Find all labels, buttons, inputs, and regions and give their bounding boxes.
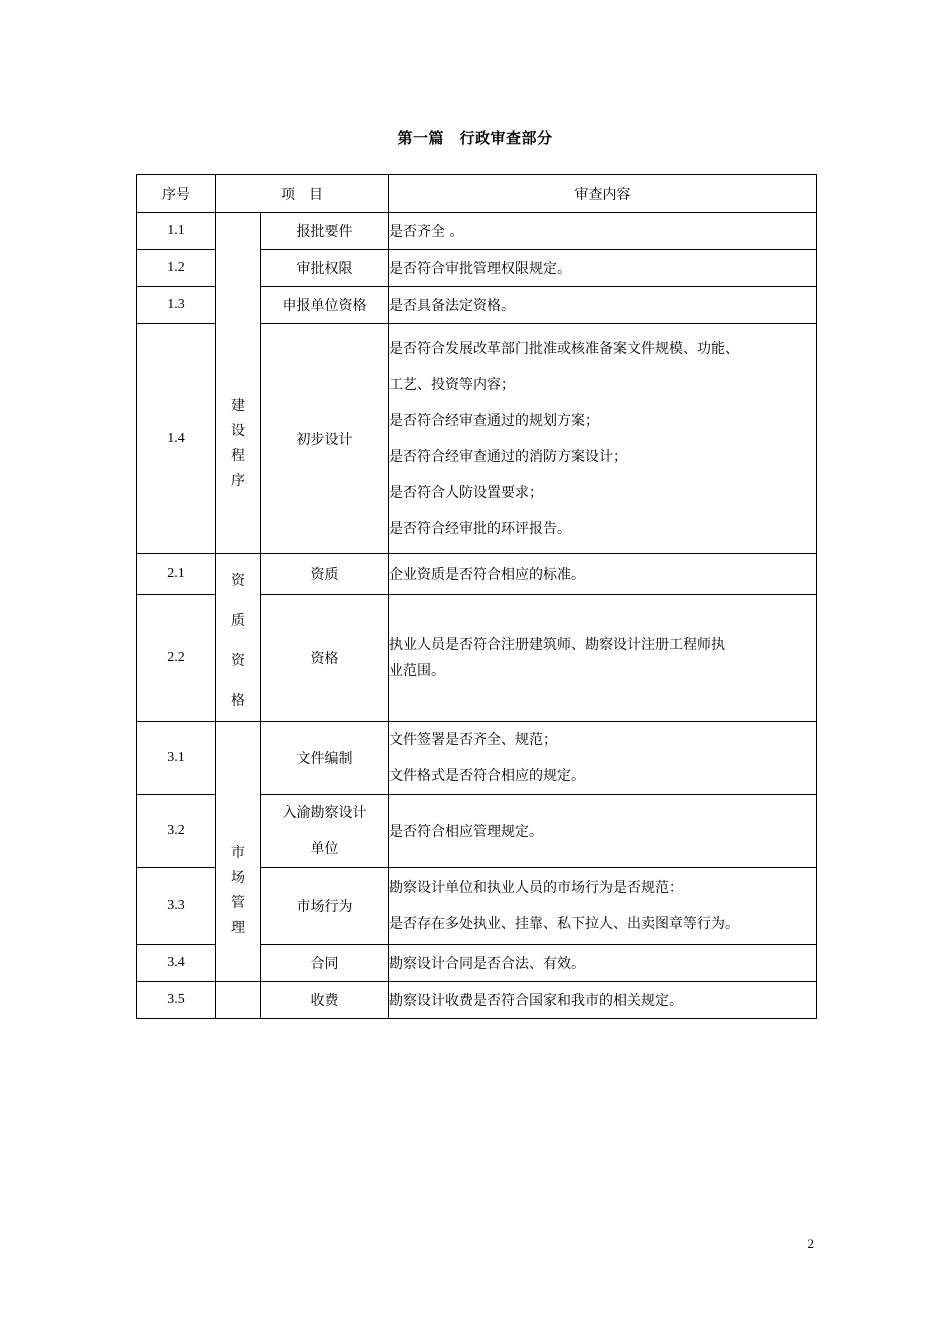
table-row [137,722,817,795]
table-row [137,213,817,250]
row-number: 1.4 [137,324,216,554]
row-content [389,945,817,982]
row-item: 初步设计 [261,324,389,554]
row-content [389,722,817,795]
category-char: 设 [231,423,245,439]
row-number: 2.2 [137,595,216,722]
category-char: 市 [231,844,245,861]
row-number: 3.5 [137,982,216,1019]
category-char: 程 [231,448,245,464]
row-number: 3.3 [137,868,216,945]
category-build [216,213,261,554]
content-line: 勘察设计合同是否合法、有效。 [389,956,585,972]
content-line: 是否符合相应管理规定。 [389,824,543,840]
content-line: 是否符合人防设置要求； [389,484,543,501]
table-row [137,982,817,1019]
empty-category-cell [216,982,261,1019]
table-header-row [137,175,817,213]
content-line: 执业人员是否符合注册建筑师、勘察设计注册工程师执 [389,637,725,654]
row-content [389,324,817,554]
category-char: 质 [231,613,245,629]
row-number: 1.2 [137,250,216,287]
content-line: 是否存在多处执业、挂靠、私下拉人、出卖图章等行为。 [389,916,739,932]
row-content [389,250,817,287]
content-line: 业范围。 [389,663,445,680]
page-number: 2 [807,1236,814,1251]
row-item: 资格 [261,595,389,722]
row-number: 3.4 [137,945,216,982]
row-item [261,795,389,868]
row-item: 报批要件 [261,213,389,250]
row-content [389,554,817,595]
content-line: 勘察设计收费是否符合国家和我市的相关规定。 [389,993,683,1009]
content-line: 是否齐全 。 [389,224,464,240]
review-table [136,174,817,1019]
row-item: 资质 [261,554,389,595]
content-line: 文件签署是否齐全、规范； [389,732,557,748]
row-number: 1.1 [137,213,216,250]
header-item: 项 目 [216,175,389,213]
row-content [389,287,817,324]
content-line: 是否符合发展改革部门批准或核准备案文件规模、功能、 [389,340,739,357]
content-line: 是否符合经审批的环评报告。 [389,520,571,537]
row-item: 市场行为 [261,868,389,945]
item-line: 入渝勘察设计 [282,805,367,821]
category-qualification [216,554,261,722]
content-line: 勘察设计单位和执业人员的市场行为是否规范： [389,880,683,896]
header-seq: 序号 [137,175,216,213]
content-line: 文件格式是否符合相应的规定。 [389,768,585,784]
item-line: 单位 [310,841,339,857]
row-number: 3.1 [137,722,216,795]
header-content: 审查内容 [389,175,817,213]
row-content [389,795,817,868]
content-line: 是否具备法定资格。 [389,298,515,314]
row-content [389,595,817,722]
row-content [389,868,817,945]
content-line: 是否符合审批管理权限规定。 [389,261,571,277]
content-line: 工艺、投资等内容； [389,376,515,393]
category-char: 理 [231,919,245,936]
row-number: 1.3 [137,287,216,324]
content-line: 企业资质是否符合相应的标准。 [389,567,585,584]
page-title: 第一篇 行政审查部分 [397,129,553,147]
row-item: 审批权限 [261,250,389,287]
row-item: 收费 [261,982,389,1019]
row-number: 3.2 [137,795,216,868]
content-line: 是否符合经审查通过的消防方案设计； [389,448,627,465]
table-row [137,554,817,595]
category-char: 建 [231,398,245,414]
row-content [389,213,817,250]
row-item: 文件编制 [261,722,389,795]
category-char: 格 [231,693,245,709]
category-market [216,722,261,982]
category-char: 场 [231,869,245,886]
category-char: 资 [231,653,245,669]
row-item: 申报单位资格 [261,287,389,324]
row-number: 2.1 [137,554,216,595]
content-line: 是否符合经审查通过的规划方案； [389,412,599,429]
category-char: 资 [231,573,245,589]
row-item: 合同 [261,945,389,982]
row-content [389,982,817,1019]
category-char: 序 [231,473,245,489]
category-char: 管 [231,894,245,911]
